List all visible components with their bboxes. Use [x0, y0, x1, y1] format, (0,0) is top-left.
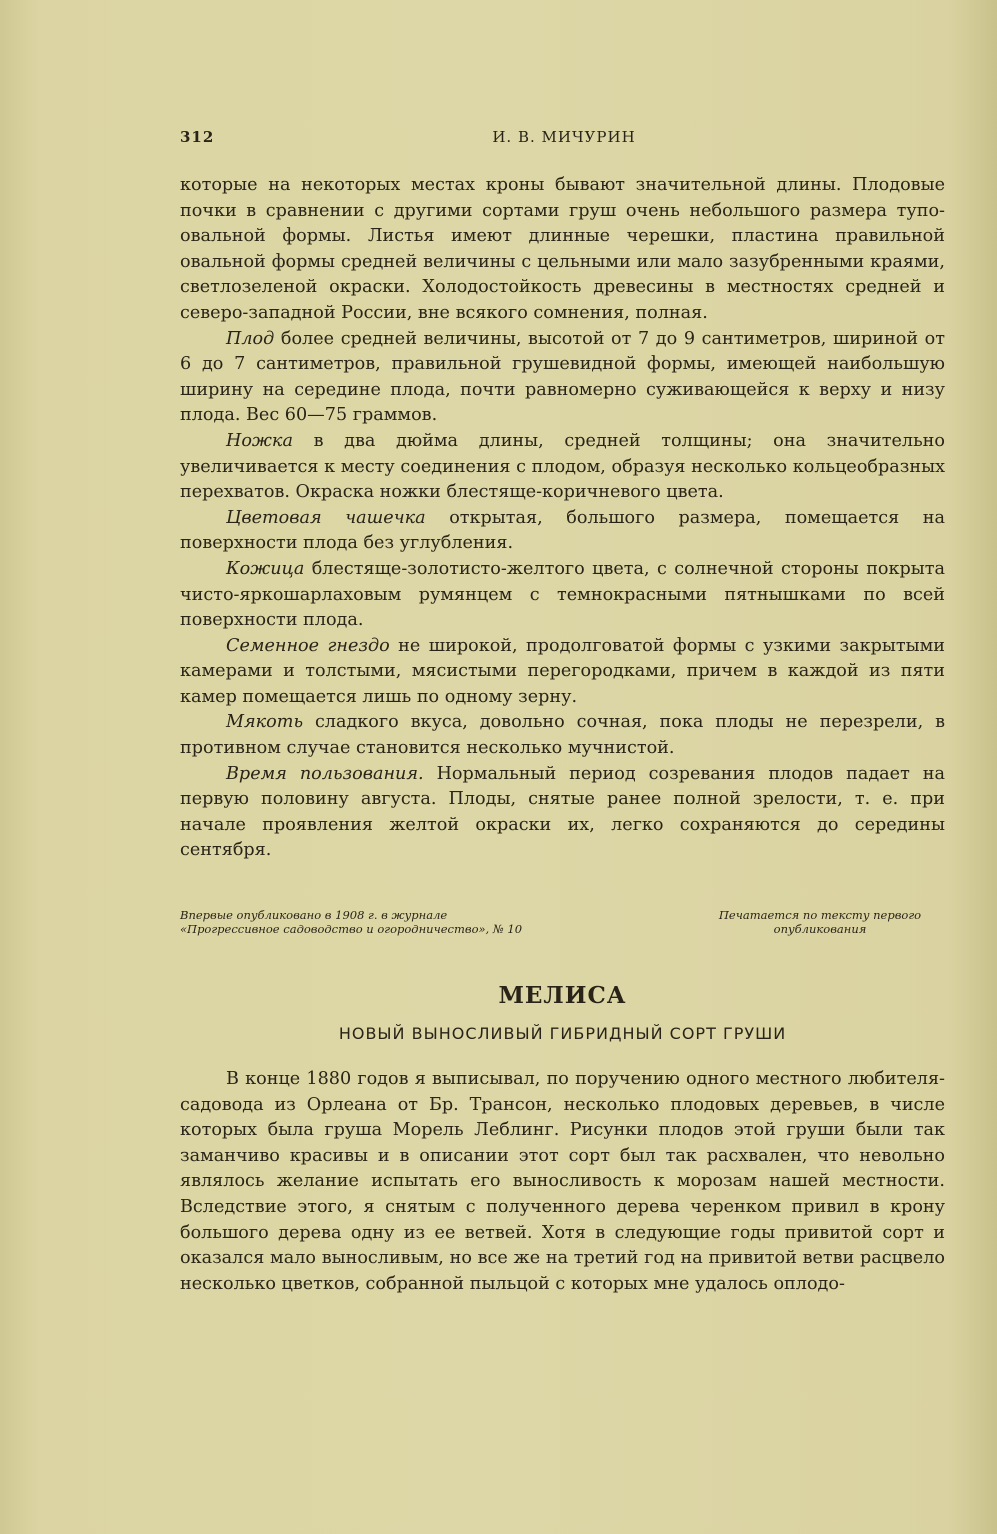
- paragraph-stalk: [180, 429, 945, 506]
- variety-description: [180, 173, 945, 864]
- article-title: МЕЛИСА: [498, 982, 627, 1009]
- term: Семенное гнездо: [226, 635, 390, 656]
- paragraph-calyx: [180, 506, 945, 557]
- first-published-note: Впервые опубликовано в 1908 г. в журнале «Прогрессивное садоводство и огородничество», № 10: [180, 908, 523, 936]
- paragraph-text: открытая, большого размера, помещается на поверхности плода без углубления.: [180, 507, 945, 554]
- paragraph-text: Нормальный период созревания плодов падает на первую половину августа. Плоды, снятые ранее полной зрелости, т. е. при начале проявления желтой окраски их, легко сохраняются до середины сентября.: [180, 763, 946, 861]
- paragraph-text: не широкой, продолговатой формы с узкими закрытыми камерами и толстыми, мясистыми перегородками, причем в каждой из пяти камер помещается лишь по одному зерну.: [180, 635, 945, 707]
- term: Кожица: [226, 558, 305, 579]
- paragraph: которые на некоторых местах кроны бывают значительной длины. Плодовые почки в сравнении с другими сортами груш очень небольшого размера тупо-овальной формы. Листья имеют длинные черешки, пластина правильной овальной формы средней величины с цельными или мало зазубренными краями, светлозеленой окраски. Холодостойкость древесины в местностях средней и северо-западной России, вне всякого сомнения, полная.: [180, 175, 945, 323]
- running-title: И. В. МИЧУРИН: [492, 128, 636, 146]
- paragraph-text: сладкого вкуса, довольно сочная, пока плоды не перезрели, в противном случае становится несколько мучнистой.: [180, 712, 945, 759]
- printed-from-note: Печатается по тексту первого опубликования: [718, 908, 922, 936]
- page-number: 312: [180, 128, 215, 146]
- paragraph-seed-nest: [180, 634, 945, 711]
- article-body: [180, 1067, 945, 1297]
- paragraph-usage-time: [180, 762, 945, 864]
- paragraph-skin: [180, 557, 945, 634]
- term: Время пользования.: [226, 763, 424, 784]
- page-header: [180, 128, 948, 152]
- publication-notes: [180, 908, 945, 958]
- paragraph-text: в два дюйма длины, средней толщины; она значительно увеличивается к месту соединения с плодом, образуя несколько кольцеобразных перехватов. Окраска ножки блестяще-коричневого цвета.: [180, 430, 945, 503]
- paragraph-fruit: [180, 327, 945, 429]
- paragraph-text: более средней величины, высотой от 7 до 9 сантиметров, шириной от 6 до 7 сантиметров, правильной грушевидной формы, имеющей наибольшую ширину на середине плода, почти равномерно суживающейся к верху и низу плода. Вес 60—75 граммов.: [180, 328, 945, 426]
- paragraph: В конце 1880 годов я выписывал, по поручению одного местного любителя-садовода из Орлеана от Бр. Трансон, несколько плодовых деревьев, в числе которых была груша Морель Леблинг. Рисунки плодов этой груши были так заманчиво красивы и в описании этот сорт был так расхвален, что невольно являлось желание испытать его выносливость к морозам нашей местности. Вследствие этого, я снятым с полученного дерева черенком привил в крону большого дерева одну из ее ветвей. Хотя в следующие годы привитой сорт и оказался мало выносливым, но все же на третий год на привитой ветви расцвело несколько цветков, собранной пыльцой с которых мне удалось оплодо-: [180, 1069, 945, 1294]
- term: Плод: [226, 328, 275, 349]
- term: Мякоть: [226, 712, 304, 733]
- paragraph-flesh: [180, 710, 945, 761]
- term: Ножка: [226, 430, 293, 451]
- term: Цветовая чашечка: [226, 507, 426, 528]
- article-subtitle: НОВЫЙ ВЫНОСЛИВЫЙ ГИБРИДНЫЙ СОРТ ГРУШИ: [338, 1024, 787, 1043]
- paragraph-text: блестяще-золотисто-желтого цвета, с солнечной стороны покрыта чисто-яркошарлаховым румянцем с темнокрасными пятнышками по всей поверхности плода.: [180, 558, 945, 631]
